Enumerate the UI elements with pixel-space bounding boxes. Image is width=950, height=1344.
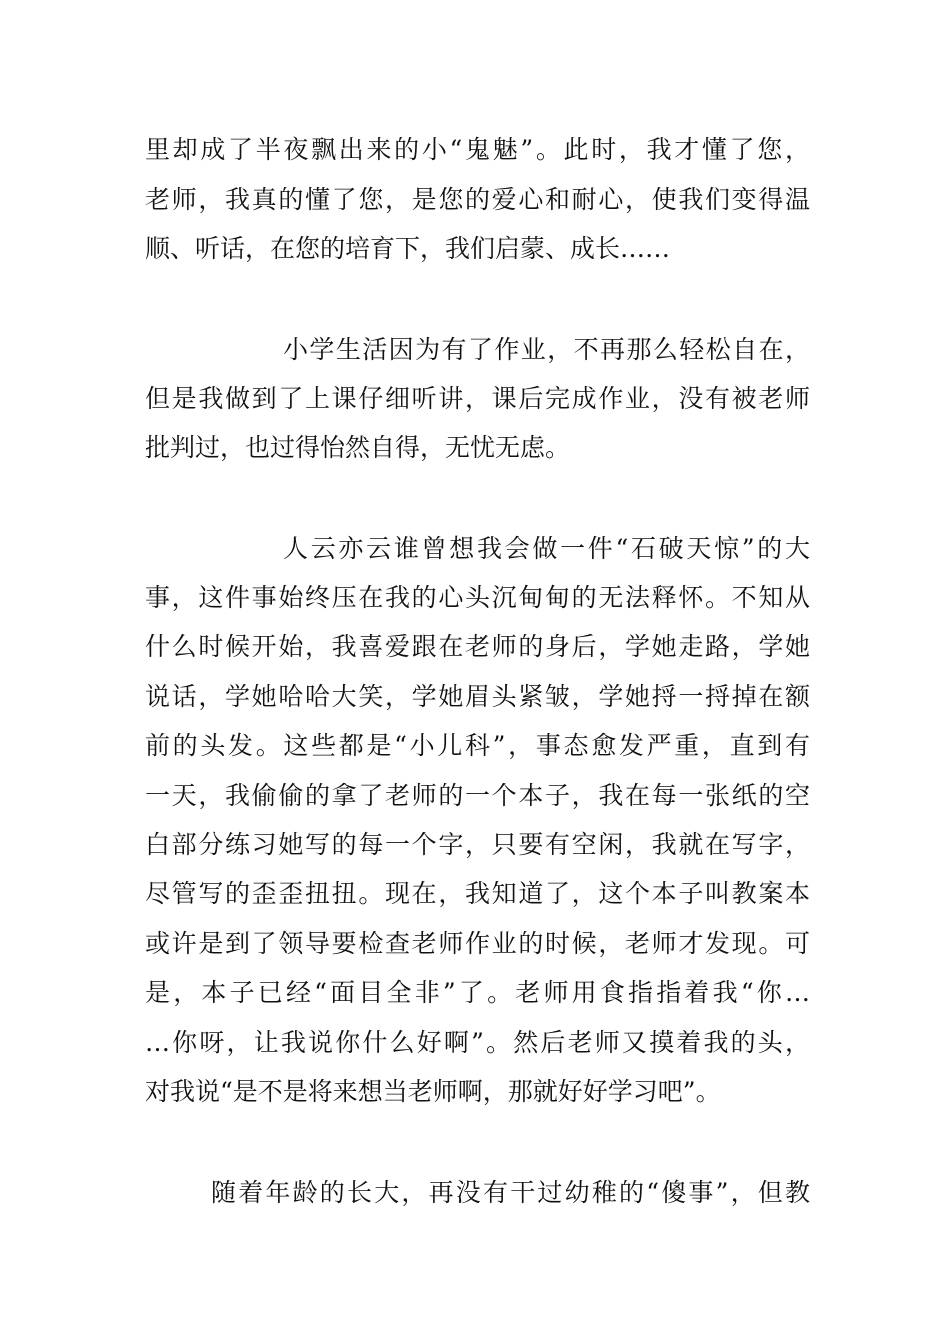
paragraph-3-line-12: 对我说“是不是将来想当老师啊，那就好好学习吧”。 <box>145 1077 721 1106</box>
paragraph-3-line-11: …你呀，让我说你什么好啊”。然后老师又摸着我的头， <box>145 1028 810 1057</box>
paragraph-3-line-7: 白部分练习她写的每一个字，只要有空闲，我就在写字， <box>145 830 810 859</box>
paragraph-3-line-9: 或许是到了领导要检查老师作业的时候，老师才发现。可 <box>145 929 810 958</box>
paragraph-4-line-1: 随着年龄的长大，再没有干过幼稚的“傻事”，但教 <box>211 1178 810 1207</box>
paragraph-2-line-1: 小学生活因为有了作业，不再那么轻松自在， <box>283 335 810 364</box>
paragraph-1-line-3: 顺、听话，在您的培育下，我们启蒙、成长…… <box>145 234 671 263</box>
paragraph-3-line-2: 事，这件事始终压在我的心头沉甸甸的无法释怀。不知从 <box>145 583 810 612</box>
paragraph-3-line-5: 前的头发。这些都是“小儿科”，事态愈发严重，直到有 <box>145 731 810 760</box>
paragraph-1-line-2: 老师，我真的懂了您，是您的爱心和耐心，使我们变得温 <box>145 185 810 214</box>
paragraph-3-line-8: 尽管写的歪歪扭扭。现在，我知道了，这个本子叫教案本 <box>145 879 810 908</box>
paragraph-3-line-10: 是，本子已经“面目全非”了。老师用食指指着我“你… <box>145 978 810 1007</box>
paragraph-3-line-3: 什么时候开始，我喜爱跟在老师的身后，学她走路，学她 <box>145 632 810 661</box>
paragraph-3-line-4: 说话，学她哈哈大笑，学她眉头紧皱，学她捋一捋掉在额 <box>145 682 810 711</box>
paragraph-2-line-2: 但是我做到了上课仔细听讲，课后完成作业，没有被老师 <box>145 384 810 413</box>
paragraph-3-line-1: 人云亦云谁曾想我会做一件“石破天惊”的大 <box>283 534 810 563</box>
paragraph-2-line-3: 批判过，也过得怡然自得，无忧无虑。 <box>145 433 571 462</box>
paragraph-1-line-1: 里却成了半夜飘出来的小“鬼魅”。此时，我才懂了您， <box>145 135 810 164</box>
paragraph-3-line-6: 一天，我偷偷的拿了老师的一个本子，我在每一张纸的空 <box>145 781 810 810</box>
